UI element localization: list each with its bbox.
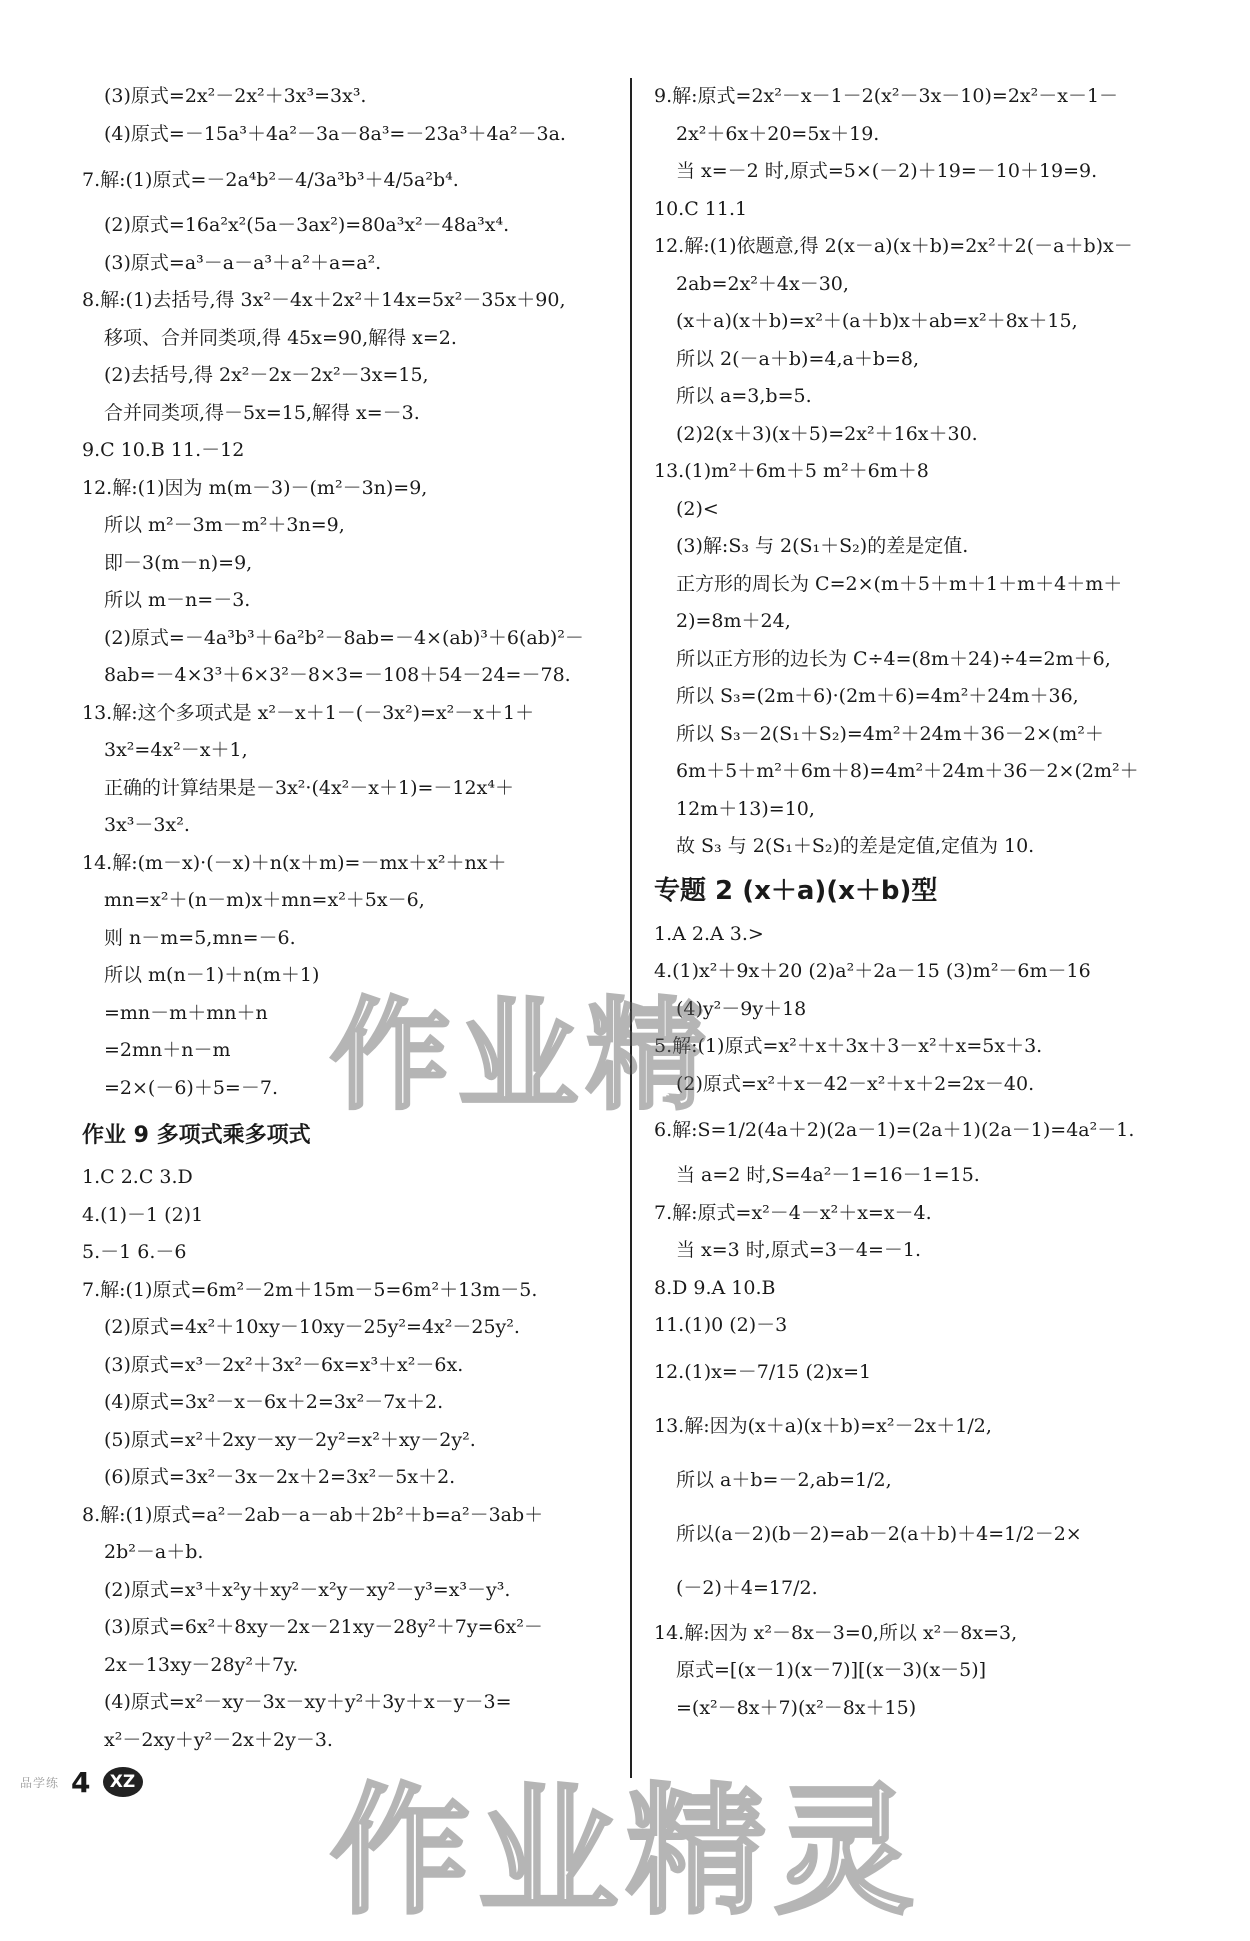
answer-line: (4)原式=x²－xy－3x－xy＋y²＋3y＋x－y－3=: [104, 1691, 512, 1713]
answer-line: 所以 2(－a＋b)=4,a＋b=8,: [676, 347, 920, 370]
answer-line: 12m＋13)=10,: [676, 797, 815, 820]
answer-line: (5)原式=x²＋2xy－xy－2y²=x²＋xy－2y².: [104, 1428, 476, 1451]
answer-line: 所以 m(n－1)＋n(m＋1): [104, 964, 320, 986]
answer-line: (x＋a)(x＋b)=x²＋(a＋b)x＋ab=x²＋8x＋15,: [676, 310, 1078, 332]
answer-line: 9.C 10.B 11.－12: [82, 439, 245, 461]
answer-line: (2)去括号,得 2x²－2x－2x²－3x=15,: [104, 364, 429, 386]
answer-line: 2)=8m＋24,: [676, 610, 791, 632]
watermark-2: 作业精灵: [330, 1771, 923, 1934]
answer-line: 当 x=－2 时,原式=5×(－2)＋19=－10＋19=9.: [676, 160, 1098, 182]
answer-line: 故 S₃ 与 2(S₁＋S₂)的差是定值,定值为 10.: [676, 835, 1035, 857]
answer-line: 12.解:(1)因为 m(m－3)－(m²－3n)=9,: [82, 476, 428, 499]
publisher-logo: 品学练: [20, 1775, 60, 1790]
answer-line: 即－3(m－n)=9,: [104, 551, 253, 574]
answer-line: =2mn＋n－m: [104, 1039, 231, 1061]
answer-line: 8ab=－4×3³＋6×3²－8×3=－108＋54－24=－78.: [104, 664, 571, 686]
answer-line: 所以正方形的边长为 C÷4=(8m＋24)÷4=2m＋6,: [676, 647, 1111, 670]
answer-line: 7.解:(1)原式=－2a⁴b²－4/3a³b³＋4/5a²b⁴.: [82, 169, 459, 191]
answer-line: (3)原式=x³－2x²＋3x²－6x=x³＋x²－6x.: [104, 1353, 464, 1376]
answer-line: 14.解:(m－x)·(－x)＋n(x＋m)=－mx＋x²＋nx＋: [82, 851, 507, 874]
answer-line: 2x²＋6x＋20=5x＋19.: [676, 122, 880, 145]
answer-line: 所以(a－2)(b－2)=ab－2(a＋b)＋4=1/2－2×: [676, 1522, 1082, 1545]
answer-line: 当 a=2 时,S=4a²－1=16－1=15.: [676, 1164, 980, 1186]
answer-line: 3x³－3x².: [104, 814, 190, 836]
answer-line: (4)原式=－15a³＋4a²－3a－8a³=－23a³＋4a²－3a.: [104, 122, 566, 145]
answer-line: (2)原式=x²＋x－42－x²＋x＋2=2x－40.: [676, 1072, 1035, 1095]
answer-line: 13.解:这个多项式是 x²－x＋1－(－3x²)=x²－x＋1＋: [82, 701, 535, 724]
answer-line: (2)<: [676, 497, 719, 520]
answer-line: 2b²－a＋b.: [104, 1541, 204, 1563]
answer-line: 11.(1)0 (2)－3: [654, 1314, 788, 1336]
right-column: [654, 78, 1194, 1727]
answer-line: 所以 S₃－2(S₁＋S₂)=4m²＋24m＋36－2×(m²＋: [676, 722, 1104, 745]
answer-line: 9.解:原式=2x²－x－1－2(x²－3x－10)=2x²－x－1－: [654, 85, 1119, 107]
answer-line: 7.解:原式=x²－4－x²＋x=x－4.: [654, 1201, 932, 1224]
answer-line: (2)原式=4x²＋10xy－10xy－25y²=4x²－25y².: [104, 1316, 520, 1338]
answer-line: 8.解:(1)去括号,得 3x²－4x＋2x²＋14x=5x²－35x＋90,: [82, 289, 566, 311]
answer-line: (4)y²－9y＋18: [676, 997, 807, 1020]
answer-line: 8.解:(1)原式=a²－2ab－a－ab＋2b²＋b=a²－3ab＋: [82, 1503, 544, 1526]
watermark-1: 作业精: [330, 987, 714, 1126]
answer-line: x²－2xy＋y²－2x＋2y－3.: [104, 1728, 333, 1751]
answer-line: 5.－1 6.－6: [82, 1241, 187, 1263]
answer-line: 2x－13xy－28y²＋7y.: [104, 1653, 299, 1676]
answer-line: 13.(1)m²＋6m＋5 m²＋6m＋8: [654, 460, 929, 482]
answer-line: (3)原式=2x²－2x²＋3x³=3x³.: [104, 85, 367, 107]
answer-line: 7.解:(1)原式=6m²－2m＋15m－5=6m²＋13m－5.: [82, 1278, 538, 1301]
answer-line: (3)解:S₃ 与 2(S₁＋S₂)的差是定值.: [676, 535, 969, 557]
column-divider: [630, 78, 632, 1778]
section-heading: 专题 2 (x＋a)(x＋b)型: [654, 875, 938, 906]
answer-line: (6)原式=3x²－3x－2x＋2=3x²－5x＋2.: [104, 1466, 456, 1488]
answer-line: 则 n－m=5,mn=－6.: [104, 926, 296, 949]
answer-line: 6.解:S=1/2(4a＋2)(2a－1)=(2a＋1)(2a－1)=4a²－1.: [654, 1119, 1135, 1141]
answer-line: 4.(1)－1 (2)1: [82, 1203, 204, 1226]
answer-line: 移项、合并同类项,得 45x=90,解得 x=2.: [104, 326, 457, 349]
answer-line: 12.解:(1)依题意,得 2(x－a)(x＋b)=2x²＋2(－a＋b)x－: [654, 235, 1133, 257]
page-footer: [20, 1760, 143, 1804]
answer-line: 10.C 11.1: [654, 197, 748, 220]
answer-line: (2)原式=－4a³b³＋6a²b²－8ab=－4×(ab)³＋6(ab)²－: [104, 626, 584, 649]
answer-line: (2)2(x＋3)(x＋5)=2x²＋16x＋30.: [676, 422, 978, 445]
answer-line: (－2)＋4=17/2.: [676, 1576, 818, 1599]
answer-line: 13.解:因为(x＋a)(x＋b)=x²－2x＋1/2,: [654, 1414, 992, 1437]
left-column: [82, 78, 622, 1759]
answer-line: (3)原式=6x²＋8xy－2x－21xy－28y²＋7y=6x²－: [104, 1616, 543, 1638]
answer-line: 4.(1)x²＋9x＋20 (2)a²＋2a－15 (3)m²－6m－16: [654, 960, 1091, 982]
answer-line: 所以 a＋b=－2,ab=1/2,: [676, 1468, 892, 1491]
page-number: 4: [71, 1765, 91, 1799]
answer-line: 6m＋5＋m²＋6m＋8)=4m²＋24m＋36－2×(2m²＋: [676, 760, 1139, 782]
answer-line: (4)原式=3x²－x－6x＋2=3x²－7x＋2.: [104, 1391, 444, 1413]
answer-line: 合并同类项,得－5x=15,解得 x=－3.: [104, 401, 420, 424]
answer-line: 14.解:因为 x²－8x－3=0,所以 x²－8x=3,: [654, 1621, 1018, 1644]
answer-line: 所以 a=3,b=5.: [676, 385, 812, 407]
answer-line: 2ab=2x²＋4x－30,: [676, 272, 849, 295]
answer-line: (2)原式=16a²x²(5a－3ax²)=80a³x²－48a³x⁴.: [104, 214, 510, 236]
answer-line: 1.C 2.C 3.D: [82, 1166, 193, 1188]
answer-line: mn=x²＋(n－m)x＋mn=x²＋5x－6,: [104, 889, 425, 911]
answer-line: 所以 m－n=－3.: [104, 589, 251, 611]
section-heading: 作业 9 多项式乘多项式: [82, 1123, 311, 1148]
answer-line: 3x²=4x²－x＋1,: [104, 739, 248, 761]
answer-line: 原式=[(x－1)(x－7)][(x－3)(x－5)]: [676, 1659, 987, 1681]
answer-line: 当 x=3 时,原式=3－4=－1.: [676, 1239, 921, 1261]
answer-line: =mn－m＋mn＋n: [104, 1001, 268, 1024]
answer-line: 8.D 9.A 10.B: [654, 1276, 776, 1299]
answer-line: =(x²－8x＋7)(x²－8x＋15): [676, 1696, 917, 1719]
answer-line: =2×(－6)＋5=－7.: [104, 1076, 278, 1099]
xz-badge-icon: XZ: [103, 1767, 143, 1797]
answer-line: (2)原式=x³＋x²y＋xy²－x²y－xy²－y³=x³－y³.: [104, 1578, 511, 1601]
answer-line: 正方形的周长为 C=2×(m＋5＋m＋1＋m＋4＋m＋: [676, 572, 1123, 595]
answer-line: (3)原式=a³－a－a³＋a²＋a=a².: [104, 251, 382, 274]
answer-line: 12.(1)x=－7/15 (2)x=1: [654, 1360, 872, 1383]
answer-line: 所以 m²－3m－m²＋3n=9,: [104, 514, 345, 536]
answer-line: 所以 S₃=(2m＋6)·(2m＋6)=4m²＋24m＋36,: [676, 685, 1079, 707]
answer-line: 5.解:(1)原式=x²＋x＋3x＋3－x²＋x=5x＋3.: [654, 1035, 1043, 1057]
answer-line: 1.A 2.A 3.>: [654, 922, 764, 945]
answer-line: 正确的计算结果是－3x²·(4x²－x＋1)=－12x⁴＋: [104, 776, 514, 799]
